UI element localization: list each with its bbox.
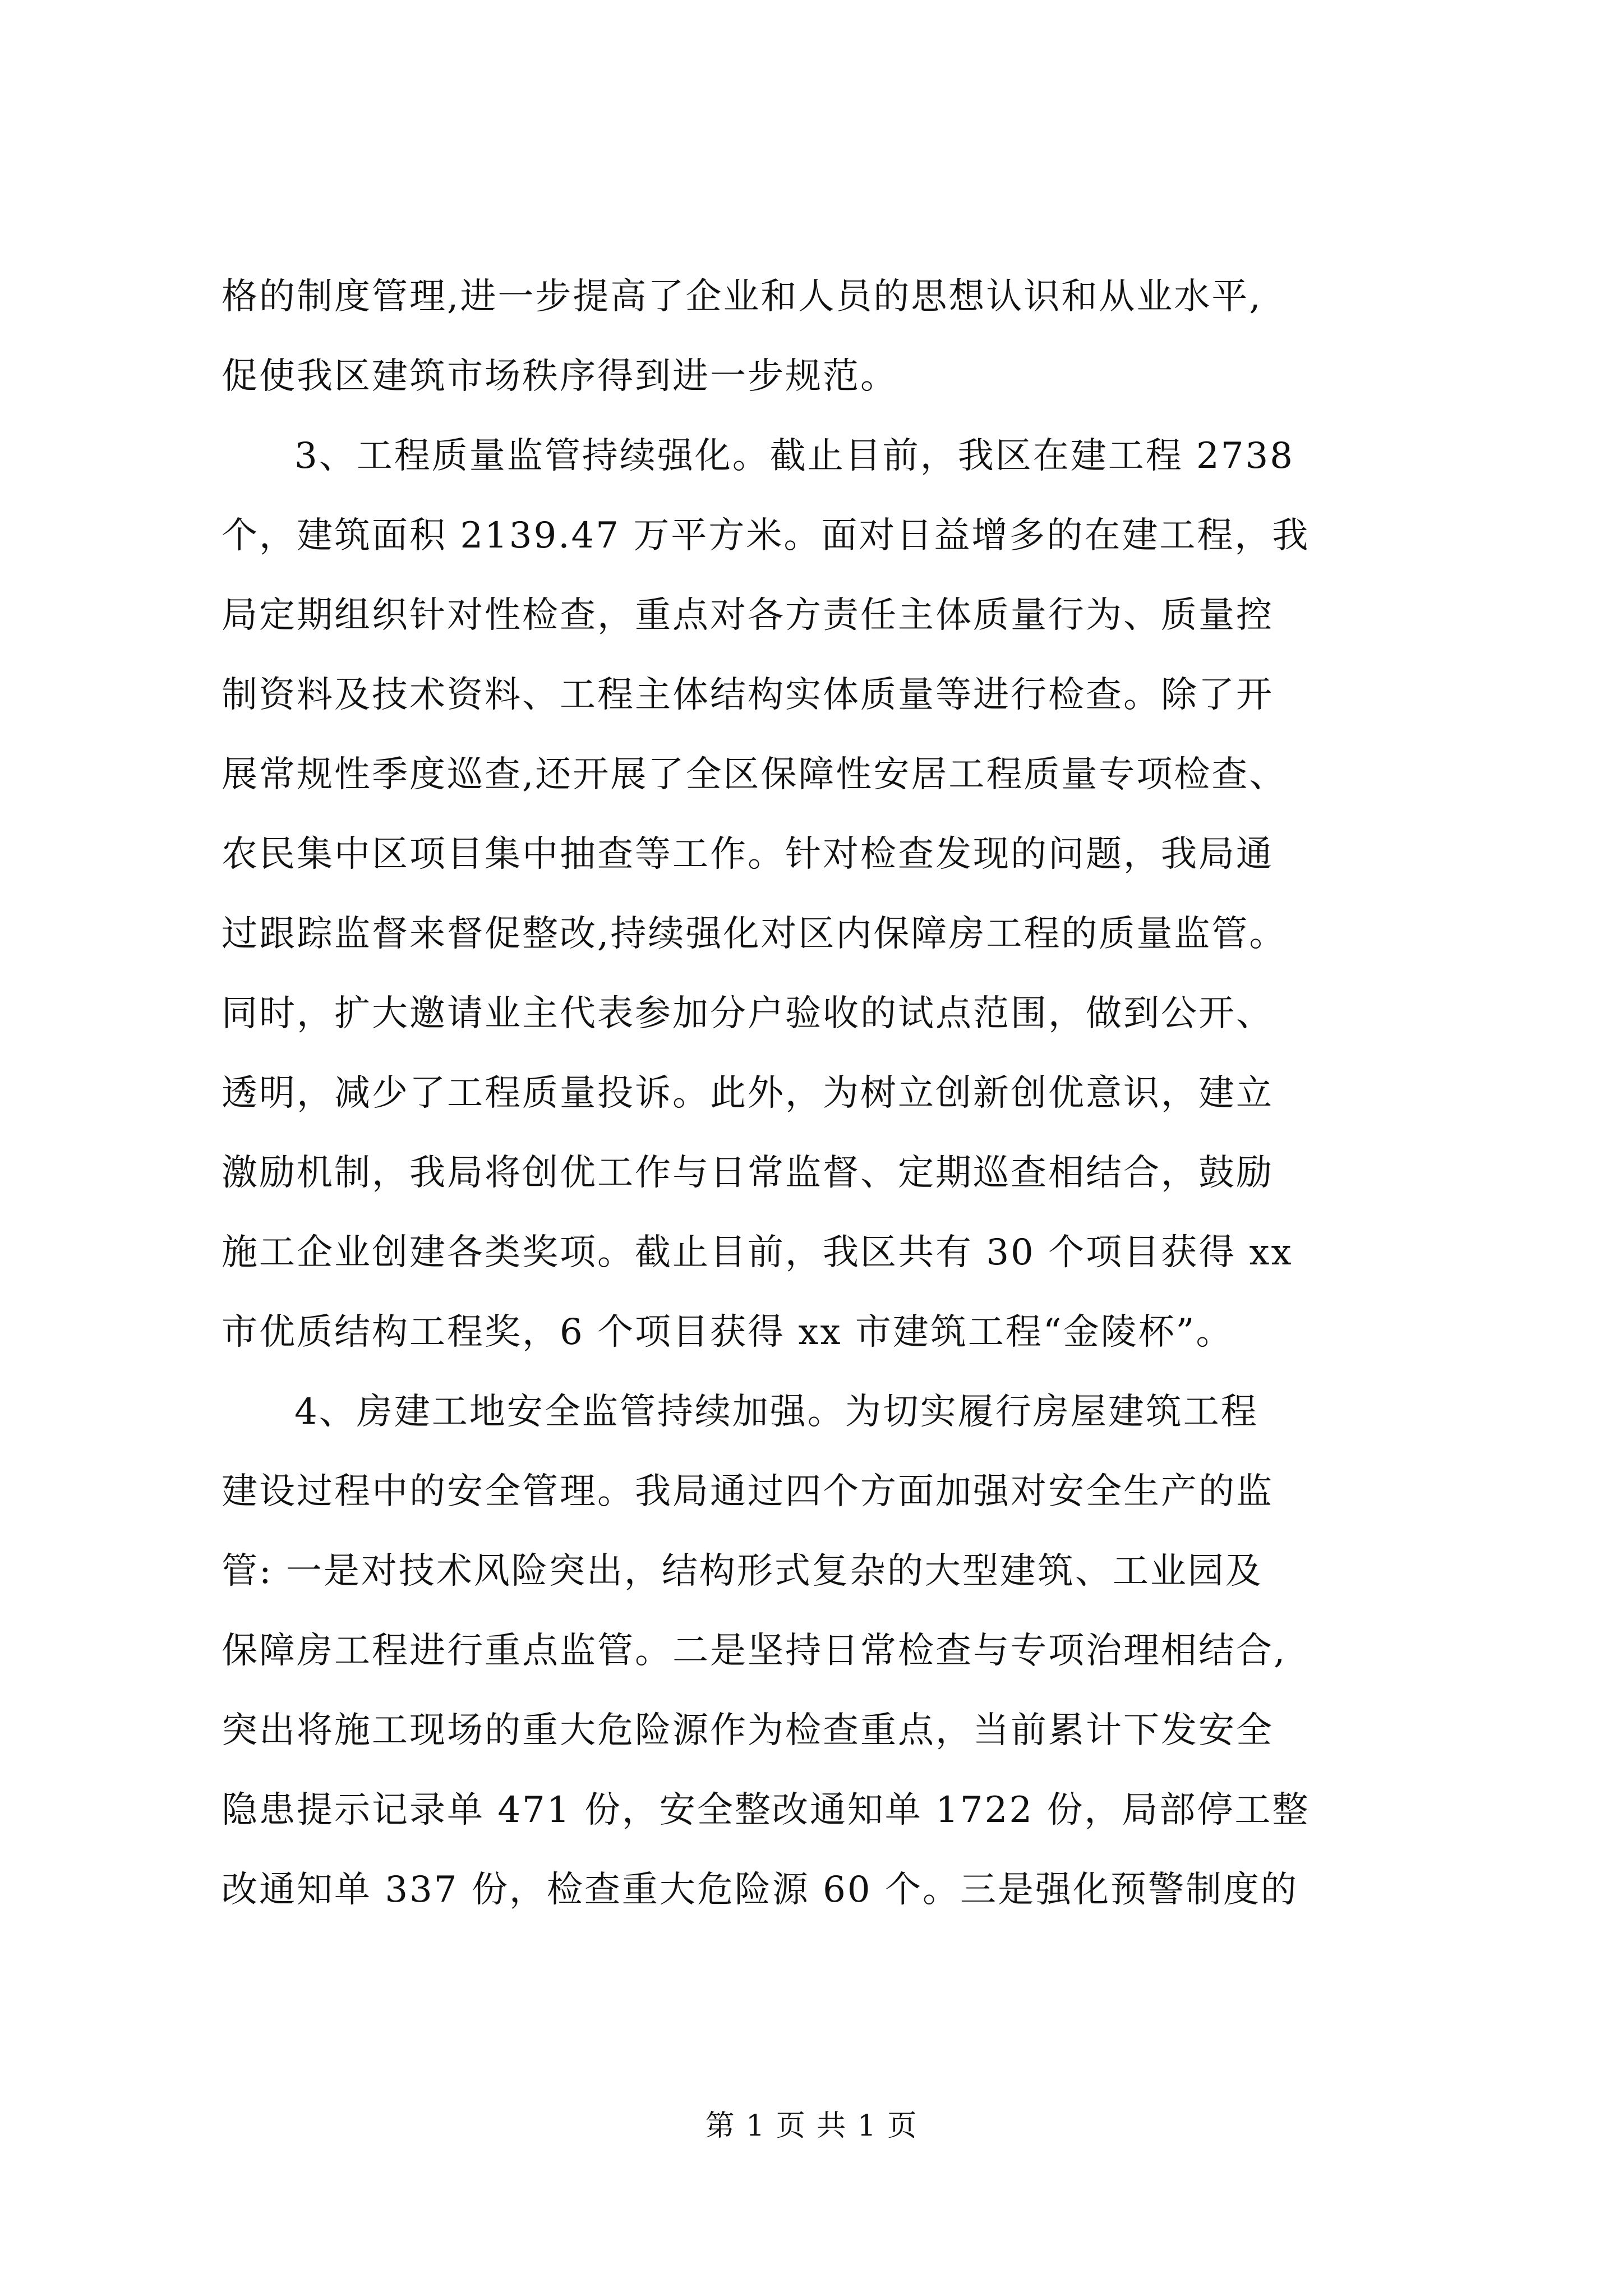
paragraph-start-line: 4、房建工地安全监管持续加强。为切实履行房屋建筑工程 (294, 1391, 1258, 1433)
text-line: 同时，扩大邀请业主代表参加分户验收的试点范围，做到公开、 (222, 993, 1274, 1034)
text-line: 个，建筑面积 2139.47 万平方米。面对日益增多的在建工程，我 (222, 515, 1310, 556)
text-line: 展常规性季度巡查,还开展了全区保障性安居工程质量专项检查、 (222, 754, 1287, 795)
page-number-label: 第 1 页 共 1 页 (705, 2109, 918, 2143)
text-line: 突出将施工现场的重大危险源作为检查重点，当前累计下发安全 (222, 1710, 1274, 1751)
page-footer (0, 2106, 1623, 2146)
text-line: 管: 一是对技术风险突出，结构形式复杂的大型建筑、工业园及 (222, 1550, 1263, 1592)
text-line: 激励机制，我局将创优工作与日常监督、定期巡查相结合，鼓励 (222, 1152, 1274, 1194)
text-line: 局定期组织针对性检查，重点对各方责任主体质量行为、质量控 (222, 595, 1274, 636)
paragraph-start-line: 3、工程质量监管持续强化。截止目前，我区在建工程 2738 (294, 435, 1294, 477)
text-line: 促使我区建筑市场秩序得到进一步规范。 (222, 356, 898, 397)
text-line: 保障房工程进行重点监管。二是坚持日常检查与专项治理相结合, (222, 1630, 1287, 1672)
text-line: 市优质结构工程奖，6 个项目获得 xx 市建筑工程“金陵杯”。 (222, 1312, 1234, 1353)
text-line: 农民集中区项目集中抽查等工作。针对检查发现的问题，我局通 (222, 834, 1274, 875)
text-line: 隐患提示记录单 471 份，安全整改通知单 1722 份，局部停工整 (222, 1789, 1310, 1831)
text-line: 透明，减少了工程质量投诉。此外，为树立创新创优意识，建立 (222, 1073, 1274, 1114)
text-line: 格的制度管理,进一步提高了企业和人员的思想认识和从业水平, (222, 276, 1262, 318)
text-line: 制资料及技术资料、工程主体结构实体质量等进行检查。除了开 (222, 674, 1274, 716)
document-body (222, 257, 1422, 1930)
text-line: 施工企业创建各类奖项。截止目前，我区共有 30 个项目获得 xx (222, 1232, 1293, 1273)
text-line: 改通知单 337 份，检查重大危险源 60 个。三是强化预警制度的 (222, 1869, 1298, 1911)
text-line: 过跟踪监督来督促整改,持续强化对区内保障房工程的质量监管。 (222, 913, 1287, 955)
text-line: 建设过程中的安全管理。我局通过四个方面加强对安全生产的监 (222, 1471, 1274, 1512)
